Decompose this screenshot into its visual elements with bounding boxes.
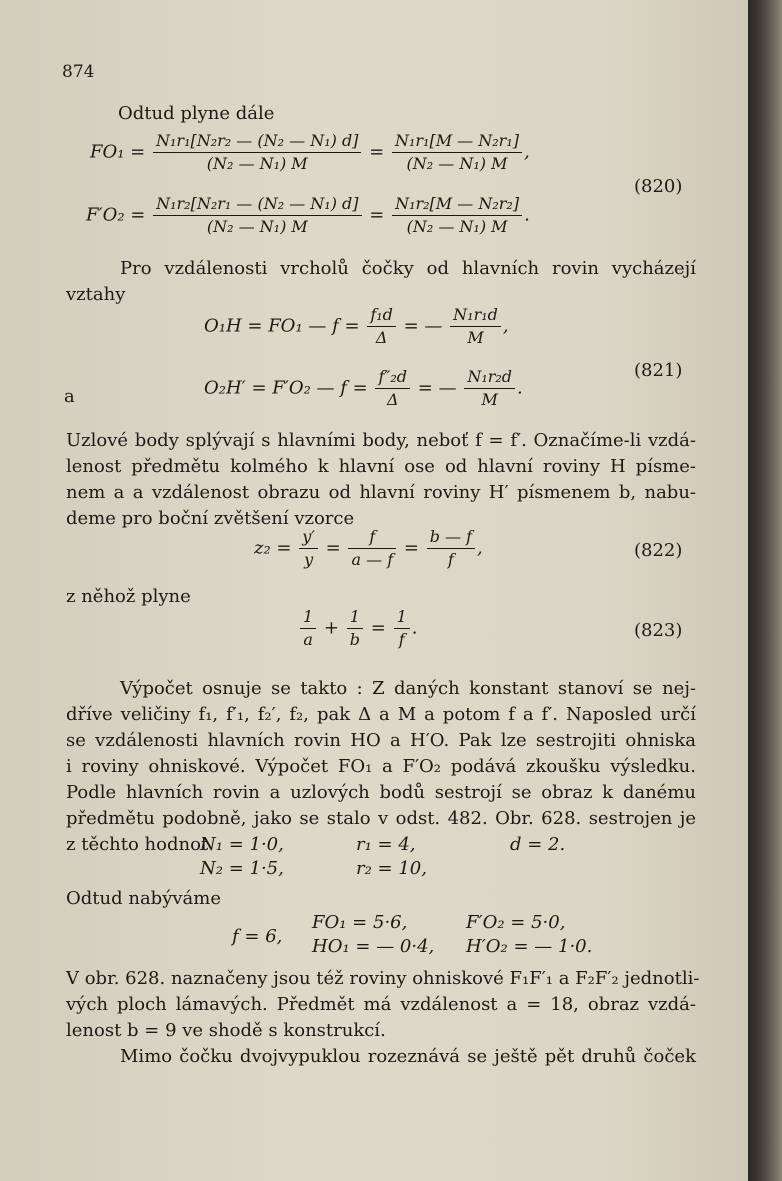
obtain-text: Odtud nabýváme [66,888,221,909]
page-number: 874 [62,62,95,82]
result-fo2: F′O₂ = 5·0, [466,912,566,933]
equation-822: z₂ = $\frac{y'}{y}$ = $\frac{f}{a — f}$ = $\frac{b — f}{f}$ , [254,527,483,569]
paragraph-focal-planes: V obr. 628. naznačeny jsou též roviny ohniskové F₁F′₁ a F₂F′₂ jednotli- vých ploch lámavých. Předmět má vzdálenost a = 18, obraz vzdá- lenost b = 9 ve shodě s konstrukcí. [66,968,700,1041]
paragraph-nodal-points: Uzlové body splývají s hlavními body, neboť f = f′. Označíme-li vzdá- lenost předmětu kolmého k hlavní ose od hlavní roviny H písme- nem a a vzdálenost obrazu od hlavní roviny H′ písmenem b, nabu- deme pro boční zvětšení vzorce [66,430,696,529]
paragraph-vertex-distances: Pro vzdálenosti vrcholů čočky od hlavních rovin vycházejí vztahy [66,258,696,305]
result-ho2: H′O₂ = — 1·0. [466,936,593,957]
equation-number-823: (823) [634,620,683,641]
conjunction-a: a [64,386,75,407]
value-n2: N₂ = 1·5, [200,858,284,879]
equation-number-820: (820) [634,176,683,197]
value-d: d = 2. [510,834,566,855]
paragraph-computation: Výpočet osnuje se takto : Z daných konstant stanoví se nej- dříve veličiny f₁, f′₁, f₂′, f₂, pak Δ a M a potom f a f′. Naposled určí se vzdálenosti hlavních rovin HO a H′O. Pak lze sestrojiti ohniska i roviny ohniskové. Výpočet FO₁ a F′O₂ podává zkoušku výsledku. Podle hlavních rovin a uzlových bodů sestrojí se obraz k danému předmětu podobně, jako se stalo v odst. 482. Obr. 628. sestrojen je z těchto hodnot [66,678,696,855]
equation-821-line2: O₂H′ = F′O₂ — f = $\frac{\text{f″₂d}}{\Delta}$ = — $\frac{\text{N₁r₂d}}{M}$ . [204,367,523,409]
equation-number-821: (821) [634,360,683,381]
from-which-text: z něhož plyne [66,586,191,607]
value-r2: r₂ = 10, [356,858,427,879]
paragraph-lens-types: Mimo čočku dvojvypuklou rozeznává se ještě pět druhů čoček [120,1046,696,1067]
book-binding-shadow [748,0,782,1181]
result-f: f = 6, [232,926,283,947]
value-r1: r₁ = 4, [356,834,416,855]
value-n1: N₁ = 1·0, [200,834,284,855]
intro-text: Odtud plyne dále [118,103,275,124]
result-fo1: FO₁ = 5·6, [312,912,408,933]
equation-number-822: (822) [634,540,683,561]
result-ho1: HO₁ = — 0·4, [312,936,435,957]
equation-821-line1: O₁H = FO₁ — f = $\frac{\text{f₁d}}{\Delta}$ = — $\frac{\text{N₁r₁d}}{M}$ , [204,305,509,347]
equation-820-line1: FO₁ = $\frac{\text{N₁r₁[N₂r₂ — (N₂ — N₁) d]}}{\text{(N₂ — N₁) M}}$ = $\frac{\text{N₁r₁[M — N₂r₁]}}{\text{(N₂ — N₁) M}}$ , [90,131,530,173]
equation-823: $\frac{1}{a}$ + $\frac{1}{b}$ = $\frac{1}{f}$ . [298,606,417,651]
equation-820-line2: F′O₂ = $\frac{\text{N₁r₂[N₂r₁ — (N₂ — N₁) d]}}{\text{(N₂ — N₁) M}}$ = $\frac{\text{N₁r₂[M — N₂r₂]}}{\text{(N₂ — N₁) M}}$ . [86,194,530,236]
